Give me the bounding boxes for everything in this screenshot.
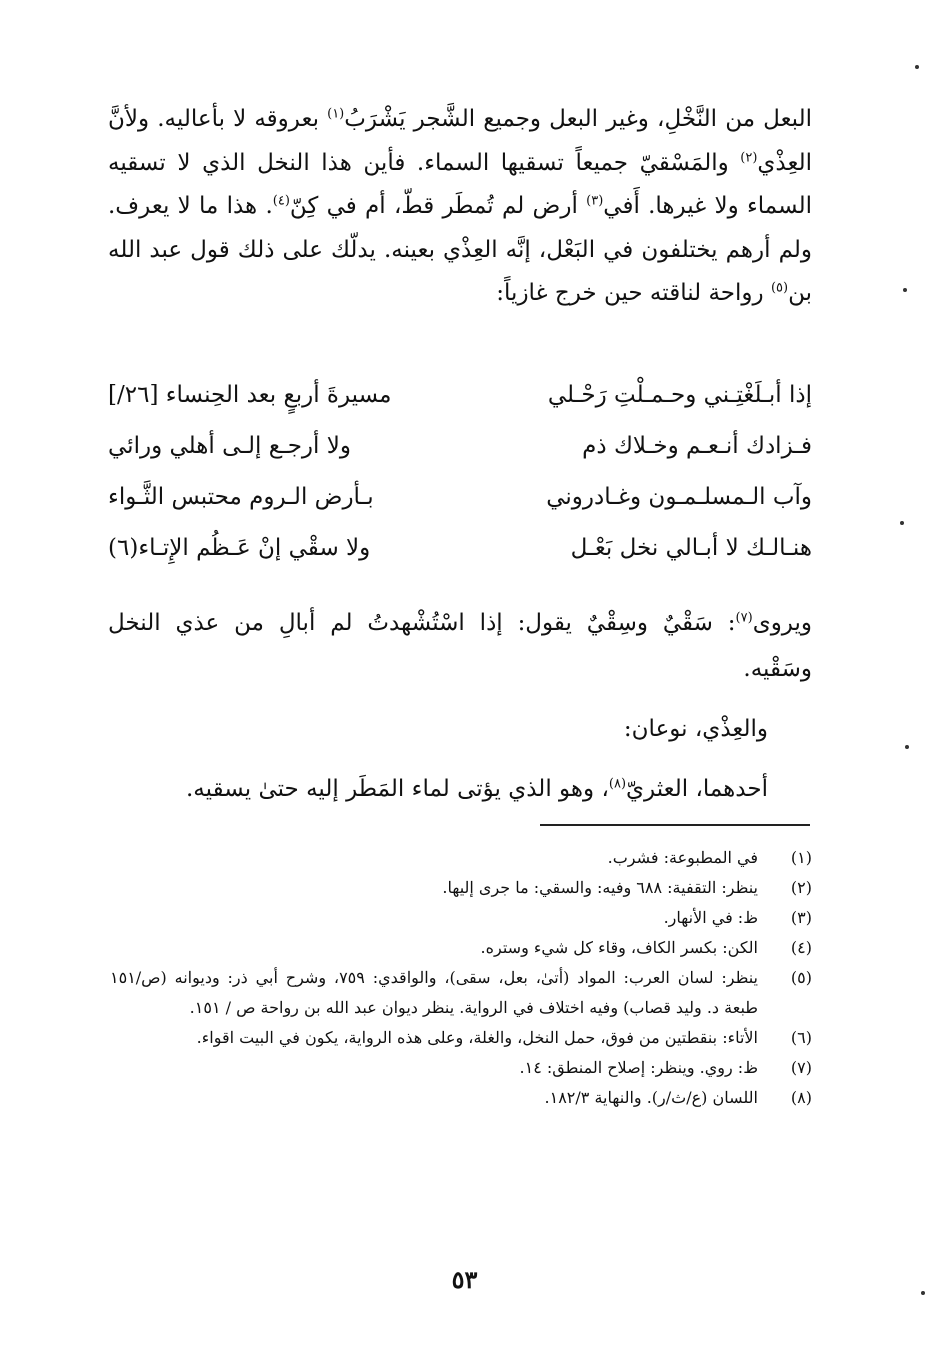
verse-first-hemistich: هنـالـك لا أبـالي نخل بَعْـل: [570, 535, 812, 561]
scan-speck: [900, 521, 904, 525]
footnote-ref-7[interactable]: (٧): [735, 610, 753, 626]
footnote-text: ظ: روي. وينظر: إصلاح المنطق: ١٤.: [519, 1058, 758, 1077]
scan-speck: [915, 65, 919, 69]
main-paragraph: [108, 98, 812, 316]
text-run: ، وهو الذي يؤتى لماء المَطَر إليه حتىٰ يسقيه.: [186, 776, 609, 802]
verse-line: [108, 472, 812, 523]
text-run: والمَسْقيّ جميعاً تسقيها السماء. فأين هذا النخل الذي لا تسقيه السماء ولا غيرها. أَفي: [108, 149, 812, 219]
footnote-number: (٦): [790, 1028, 812, 1047]
footnote-ref-4[interactable]: (٤): [272, 193, 290, 209]
footnote-number: (٨): [790, 1088, 812, 1107]
verse-line: [108, 421, 812, 472]
footnote-item: [110, 873, 812, 903]
footnote-text: اللسان (ع/ث/ر). والنهاية ١٨٢/٣.: [544, 1088, 758, 1107]
footnote-number: (٢): [790, 878, 812, 897]
verse-first-hemistich: وآب الـمسلـمـون وغـادروني: [546, 484, 812, 510]
footnote-item: [110, 1023, 812, 1053]
footnote-number: (٧): [790, 1058, 812, 1077]
text-run: ويروى: [752, 610, 812, 636]
footnote-text: ظ: في الأنهار.: [663, 908, 758, 927]
continuation-text: [108, 600, 812, 812]
footnote-item: [110, 903, 812, 933]
scan-speck: [921, 1291, 925, 1295]
footnote-ref-5[interactable]: (٥): [770, 280, 789, 296]
text-run: أرض لم تُمطَر قطّ، أم في كِنّ: [289, 193, 587, 219]
footnote-text: في المطبوعة: فشرب.: [607, 848, 758, 867]
poem-verses: [108, 370, 812, 574]
text-run: : سَقْيٌ وسِقْيٌ يقول: إذا اسْتُشْهدتُ لم أبالِ من عذي النخل وسَقْيه.: [108, 610, 812, 682]
text-run: أحدهما، العثريّ: [626, 776, 768, 802]
footnote-ref-3[interactable]: (٣): [586, 193, 604, 209]
footnote-number: (٥): [790, 968, 812, 987]
footnote-number: (١): [790, 848, 812, 867]
footnote-text: الكن: بكسر الكاف، وقاء كل شيء وستره.: [480, 938, 758, 957]
footnote-separator: [540, 824, 810, 826]
paragraph-1: [108, 98, 812, 316]
footnote-ref-2[interactable]: (٢): [740, 149, 758, 165]
verse-second-hemistich: ولا سقْي إنْ عَـظُم الإِتـاء(٦): [108, 535, 371, 561]
footnote-item: [110, 843, 812, 873]
verse-first-hemistich: فـزادك أنـعـم وخـلاك ذم: [582, 433, 812, 459]
footnote-item: [110, 1053, 812, 1083]
footnote-ref-8[interactable]: (٨): [608, 776, 627, 792]
footnote-item: [110, 933, 812, 963]
verse-second-hemistich: بـأرض الـروم محتبس الثَّـواء: [108, 484, 374, 510]
footnote-text: ينظر: التقفية: ٦٨٨ وفيه: والسقي: ما جرى إليها.: [442, 878, 758, 897]
verse-line: [108, 370, 812, 421]
footnote-item: [110, 963, 812, 1023]
footnote-ref-1[interactable]: (١): [327, 106, 345, 122]
footnote-item: [110, 1083, 812, 1113]
text-run: بعروقه لا بأعاليه. ولأنَّ العِذْي: [108, 106, 812, 176]
footnote-number: (٣): [790, 908, 812, 927]
footnote-number: (٤): [790, 938, 812, 957]
footnotes: [110, 843, 812, 1113]
text-run: رواحة لناقته حين خرج غازياً:: [496, 280, 771, 306]
verse-first-hemistich: إذا أبـلَغْتِـني وحـمـلْتِ رَحْـلي: [547, 382, 812, 408]
paragraph-4: [108, 766, 812, 812]
text-run: البعل من النَّخْلِ، وغير البعل وجميع الشَّجر يَشْرَبُ: [344, 106, 812, 132]
paragraph-3: والعِذْي، نوعان:: [623, 716, 768, 742]
text-run: . هذا ما لا يعرف. ولم أرهم يختلفون في البَعْل، إنَّه العِذْي بعينه. يدلّك على ذلك قول عبد الله بن: [108, 193, 812, 306]
footnote-text: ينظر: لسان العرب: المواد (أتىٰ، بعل، سقى)، والواقدي: ٧٥٩، وشرح أبي ذر: وديوانه (ص/١٥١ طبعة د. وليد قصاب) وفيه اختلاف في الرواية. ينظر ديوان عبد الله بن رواحة ص / ١٥١.: [110, 968, 758, 1017]
footnote-text: الأتاء: بنقطتين من فوق، حمل النخل، والغلة، وعلى هذه الرواية، يكون في البيت اقواء.: [196, 1028, 758, 1047]
paragraph-2: [108, 600, 812, 692]
scan-speck: [903, 288, 907, 292]
verse-second-hemistich: ولا أرجـع إلـى أهلي ورائي: [108, 433, 351, 459]
page-number: ٥٣: [451, 1265, 478, 1294]
verse-second-hemistich: مسيرةَ أربعٍ بعد الحِنساء [٢٦/]: [108, 382, 392, 408]
scan-speck: [905, 745, 909, 749]
verse-line: [108, 523, 812, 574]
